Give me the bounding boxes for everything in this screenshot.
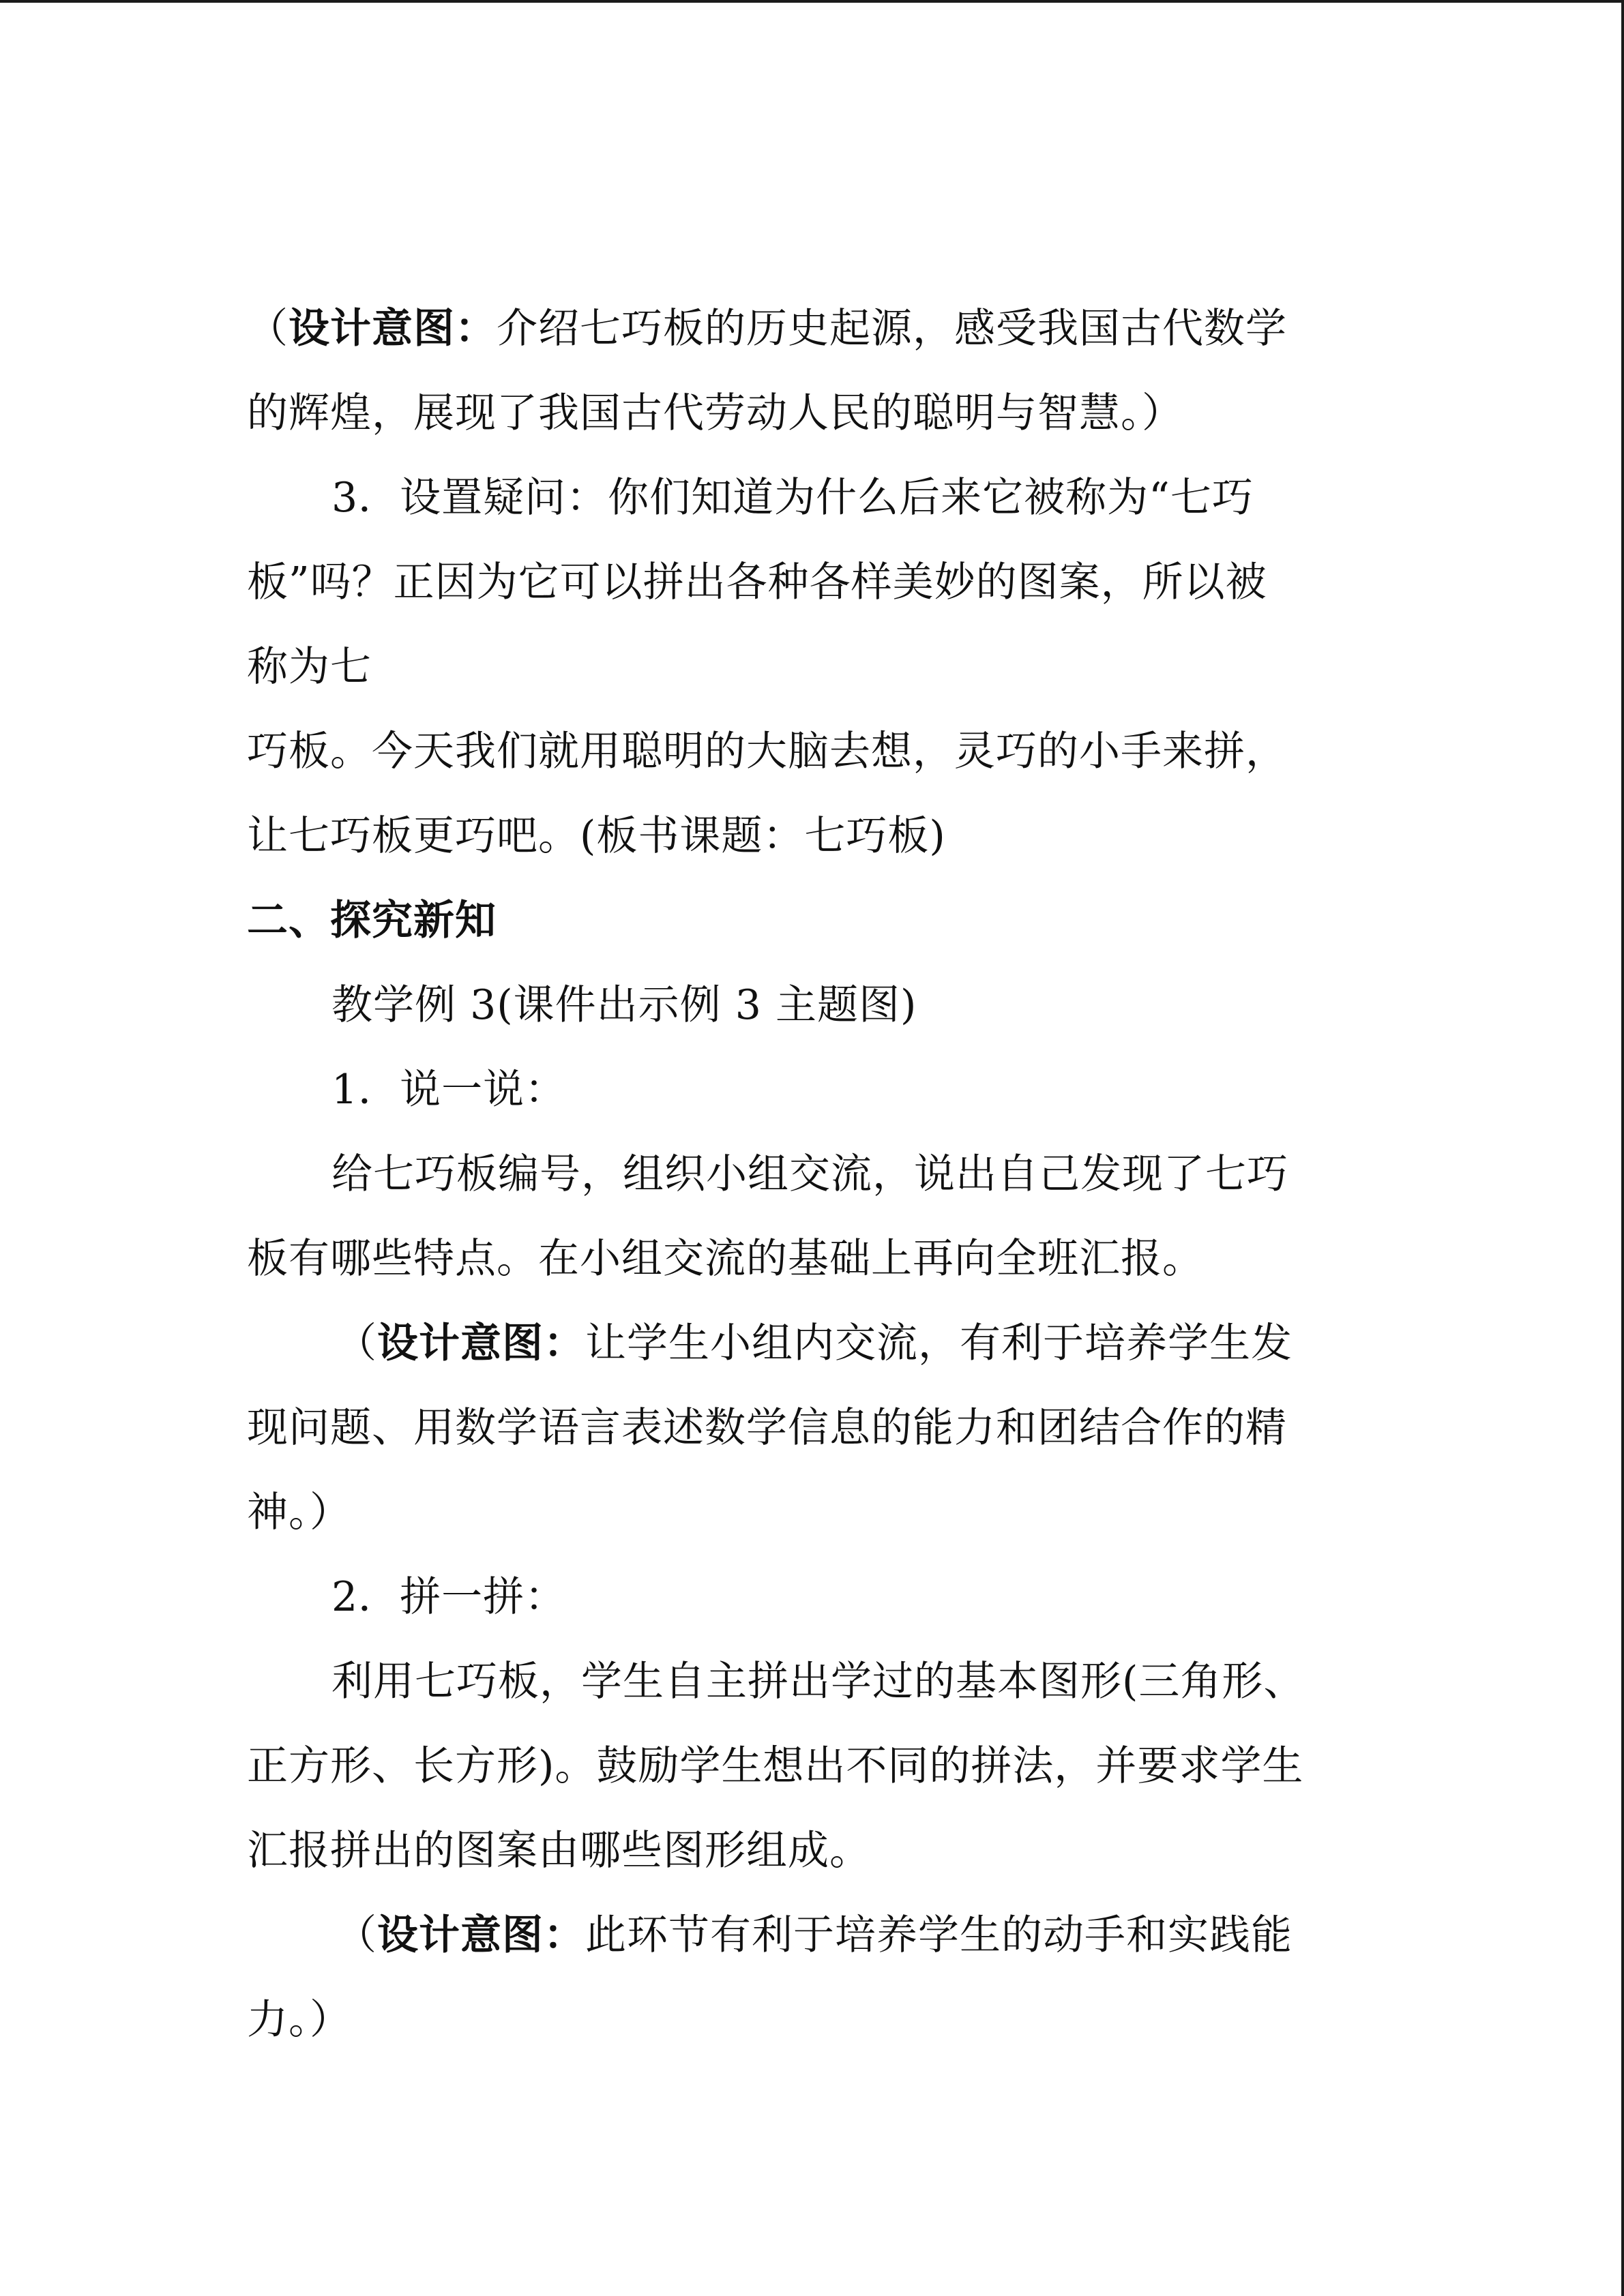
text-line [247,371,1379,456]
text-line [247,1555,1379,1639]
line-body-text: 介绍七巧板的历史起源，感受我国古代数学 [497,305,1287,353]
text-line [247,1132,1379,1217]
text-line [247,878,1379,963]
line-body-text: 3．设置疑问：你们知道为什么后来它被称为“七巧 [331,474,1254,522]
text-line [247,709,1379,794]
text-line [247,1301,1379,1386]
document-page [247,286,1379,2062]
text-line [247,1978,1379,2062]
line-body-text: 汇报拼出的图案由哪些图形组成。 [247,1827,871,1875]
line-body-text: 称为七 [247,643,372,691]
line-prefix: （ [247,305,289,353]
text-line [247,1893,1379,1978]
text-line [247,1808,1379,1893]
line-bold-text: 设计意图： [289,305,497,353]
text-line [247,1217,1379,1301]
text-line [247,794,1379,878]
line-bold-text: 设计意图： [377,1911,585,1959]
line-body-text: 的辉煌，展现了我国古代劳动人民的聪明与智慧。） [247,389,1183,437]
text-line [247,1639,1379,1724]
line-body-text: 让七巧板更巧吧。(板书课题：七巧板) [247,812,946,860]
line-body-text: 利用七巧板，学生自主拼出学过的基本图形(三角形、 [331,1658,1305,1705]
text-line [247,1724,1379,1808]
line-body-text: 巧板。今天我们就用聪明的大脑去想，灵巧的小手来拼， [247,728,1287,775]
line-body-text: 2．拼一拼： [331,1573,567,1621]
text-line [247,1386,1379,1470]
text-line [247,286,1379,371]
line-body-text: 1．说一说： [331,1066,567,1114]
line-body-text: 教学例 3(课件出示例 3 主题图) [331,981,917,1029]
line-bold-text: 二、探究新知 [247,897,497,944]
text-line [247,540,1379,625]
text-line [247,1047,1379,1132]
line-body-text: 力。） [247,1996,351,2044]
line-body-text: 神。） [247,1489,351,1536]
line-body-text: 此环节有利于培养学生的动手和实践能 [585,1911,1293,1959]
line-prefix: （ [336,1320,377,1367]
page-top-border [0,0,1624,3]
line-body-text: 让学生小组内交流，有利于培养学生发 [585,1320,1293,1367]
line-body-text: 板”吗？正因为它可以拼出各种各样美妙的图案，所以被 [247,558,1267,606]
line-body-text: 正方形、长方形)。鼓励学生想出不同的拼法，并要求学生 [247,1742,1304,1790]
line-body-text: 给七巧板编号，组织小组交流，说出自己发现了七巧 [331,1150,1288,1198]
text-line [247,625,1379,709]
line-body-text: 板有哪些特点。在小组交流的基础上再向全班汇报。 [247,1235,1204,1283]
text-line [247,963,1379,1047]
text-line [247,1470,1379,1555]
page-right-border [1621,0,1624,2296]
line-bold-text: 设计意图： [377,1320,585,1367]
line-body-text: 现问题、用数学语言表述数学信息的能力和团结合作的精 [247,1404,1287,1452]
line-prefix: （ [336,1911,377,1959]
text-line [247,456,1379,540]
